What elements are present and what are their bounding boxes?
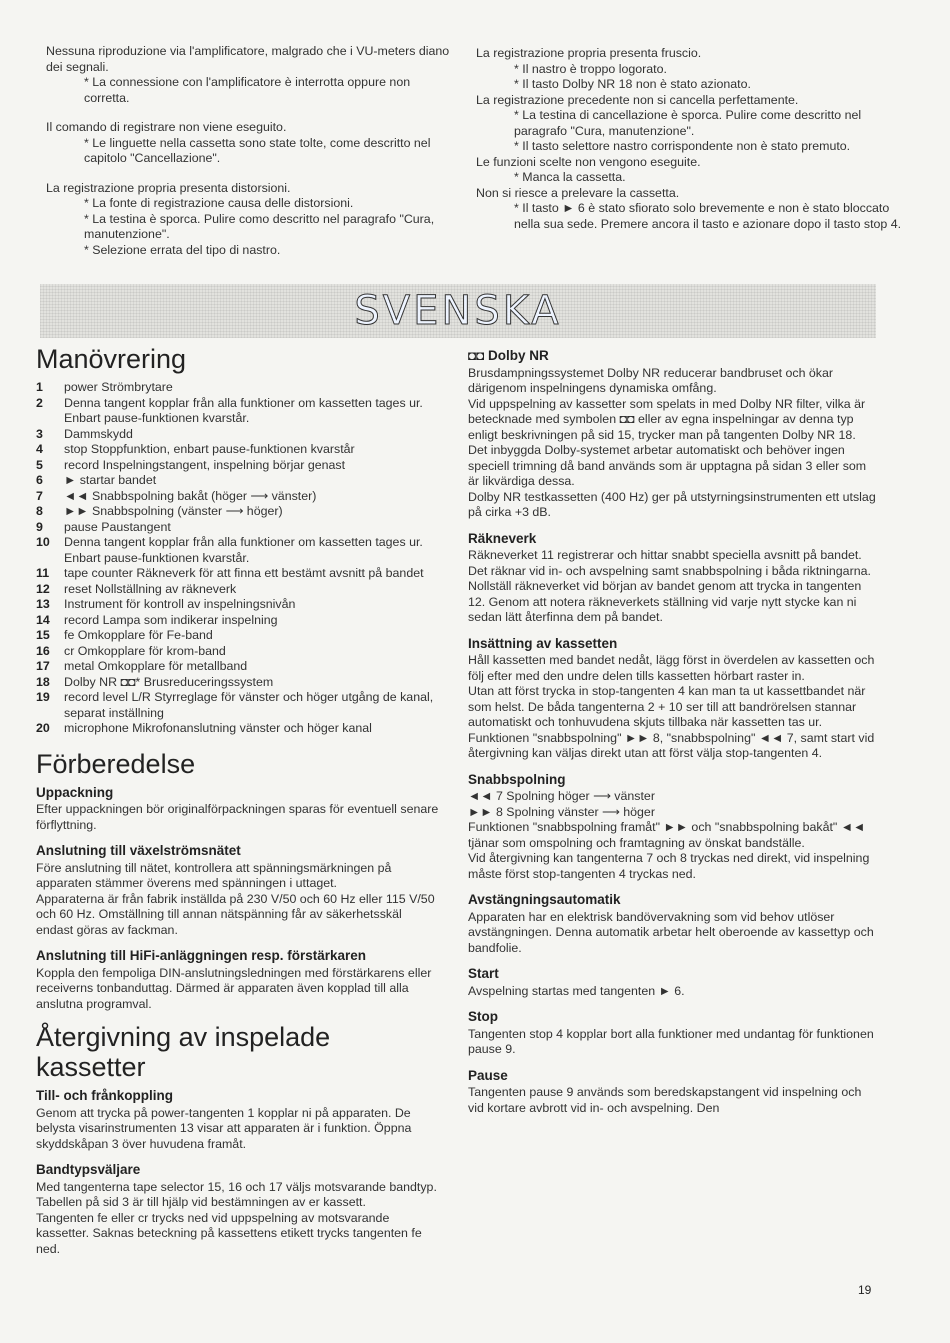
bullet-text: * La testina di cancellazione è sporca. Pulire come descritto nel paragrafo "Cura, manutenzione". (514, 108, 862, 138)
control-number: 3 (36, 426, 43, 441)
control-list (36, 380, 440, 737)
section-paragraph: Koppla den fempoliga DIN-anslutningsledningen med förstärkarens eller receiverns tonbanduttag. Därmed är apparaten även kopplad till alla anslutna programval. (36, 965, 432, 1011)
section (36, 1088, 440, 1152)
control-number: 16 (36, 643, 50, 658)
section-paragraph: Tangenten stop 4 kopplar bort alla funktioner med undantag för funktionen pause 9. (468, 1026, 874, 1056)
control-item (36, 628, 440, 644)
control-description: pause Paustangent (64, 519, 171, 534)
control-number: 1 (36, 380, 43, 394)
section (468, 348, 876, 521)
control-description: reset Nollställning av räkneverk (64, 581, 237, 596)
control-description: microphone Mikrofonanslutning vänster och höger kanal (64, 721, 372, 735)
language-banner (40, 284, 876, 338)
section-paragraph: Efter uppackningen bör originalförpackningen sparas för eventuell senare förflyttning. (36, 802, 439, 832)
section-paragraph: Tangenten pause 9 används som beredskapstangent vid inspelning och vid kortare avbrott vid in- och avspelning. Den (468, 1085, 862, 1115)
swedish-right-column (468, 348, 876, 1126)
control-description: tape counter Räkneverk för att finna ett bestämt avsnitt på bandet (64, 566, 424, 580)
section (468, 1009, 876, 1058)
control-number: 14 (36, 612, 50, 627)
control-description: Denna tangent kopplar från alla funktioner om kassetten tages ur. Enbart pause-funktionen kvarstår. (64, 535, 423, 565)
control-description: ►► Snabbspolning (vänster ⟶ höger) (64, 504, 283, 518)
section (468, 892, 876, 956)
control-description: power Strömbrytare (64, 380, 173, 394)
section-heading: Avstängningsautomatik (468, 892, 621, 907)
control-item (36, 535, 440, 566)
paragraph: La registrazione propria presenta distorsioni. (46, 180, 291, 195)
section-paragraph: Brusdampningssystemet Dolby NR reducerar bandbruset och ökar därigenom inspelningens dynamiska omfång. (468, 365, 834, 395)
section-paragraph: Vid uppspelning av kassetter som spelats in med Dolby NR filter, vilka är betecknade med symbolen ◘◘ eller av egna inspelningar av denna typ enligt beskrivningen på sid 15, trycker man på tangenten Dolby NR 18. Det inbyggda Dolby-systemet arbetar automatiskt och behöver ingen speciell trimning då band används som är upptagna på sidan 3 eller som är likvärdiga dessa. (468, 396, 867, 488)
control-description: ◄◄ Snabbspolning bakåt (höger ⟶ vänster) (64, 488, 317, 503)
section-heading: Start (468, 966, 499, 981)
section-heading: ◘◘ Dolby NR (468, 348, 549, 363)
section-paragraph: Vid återgivning kan tangenterna 7 och 8 tryckas ned direkt, vid inspelning måste först stop-tangenten 4 tryckas ned. (468, 851, 870, 881)
control-number: 7 (36, 488, 43, 503)
paragraph: Le funzioni scelte non vengono eseguite. (476, 154, 701, 169)
paragraph: La registrazione precedente non si cancella perfettamente. (476, 92, 799, 107)
bullet-text: * La testina è sporca. Pulire como descritto nel paragrafo "Cura, manutenzione". (84, 211, 435, 241)
control-number: 13 (36, 597, 50, 611)
section-paragraph: Utan att först trycka in stop-tangenten 4 kan man ta ut kassettbandet när som helst. De båda tangenterna 2 + 10 ser till att bandrörelsen stannar automatiskt och tonhuvudena skjuts tillbaka när kassetten tas ur. (468, 684, 866, 729)
section-paragraph: Håll kassetten med bandet nedåt, lägg först in överdelen av kassetten och följ efter med den undre delen tills kassetten hörbart raster in. (468, 653, 875, 683)
section-paragraph: ◄◄ 7 Spolning höger ⟶ vänster (468, 789, 655, 803)
section (36, 843, 440, 938)
control-item (36, 613, 440, 629)
bullet-text: * Selezione errata del tipo di nastro. (84, 242, 281, 257)
control-item (36, 396, 440, 427)
section (36, 1162, 440, 1257)
section-heading: Uppackning (36, 784, 114, 800)
spacer (46, 167, 450, 181)
control-number: 4 (36, 442, 43, 456)
paragraph: Il comando di registrare non viene eseguito. (46, 120, 287, 134)
section-paragraph: Räkneverket 11 registrerar och hittar snabbt speciella avsnitt på bandet. Det räknar vid in- och avspelning samt snabbspolning i båda riktningarna. (468, 548, 871, 578)
control-item (36, 473, 440, 489)
control-item (36, 597, 440, 613)
control-number: 2 (36, 395, 43, 410)
bullet-text: * Le linguette nella cassetta sono state tolte, come descritto nel capitolo "Cancellazione". (84, 135, 431, 165)
bullet-text: * Il nastro è troppo logorato. (514, 61, 667, 76)
control-description: fe Omkopplare för Fe-band (64, 628, 213, 642)
control-description: ► startar bandet (64, 473, 157, 487)
control-item (36, 489, 440, 505)
section-paragraph: Dolby NR testkassetten (400 Hz) ger på utstyrningsinstrumenten ett utslag på cirka +3 dB. (468, 489, 876, 519)
bullet-text: * Il tasto selettore nastro corrispondente non è stato premuto. (514, 139, 851, 153)
section (468, 966, 876, 999)
control-description: Denna tangent kopplar från alla funktioner om kassetten tages ur. Enbart pause-funktionen kvarstår. (64, 395, 423, 425)
section (36, 948, 440, 1012)
atergivning-title: Återgivning av inspelade kassetter (36, 1022, 331, 1082)
control-description: record level L/R Styrreglage för vänster och höger utgång de kanal, separat inställning (64, 690, 434, 720)
control-number: 18 (36, 674, 50, 689)
section-paragraph: Före anslutning till nätet, kontrollera att spänningsmärkningen på apparaten stämmer överens med spänningen i uttaget. (36, 860, 392, 890)
control-item (36, 675, 440, 691)
control-number: 19 (36, 690, 50, 704)
section-paragraph: Nollställ räkneverket vid början av bandet genom att trycka in tangenten 12. Genom att notera räkneverkets ställning vid varje nytt stycke kan ni sedan lätt återfinna dem på bandet. (468, 579, 862, 624)
italian-right-column (476, 46, 912, 232)
control-description: cr Omkopplare för krom-band (64, 643, 226, 658)
forberedelse-title: Förberedelse (36, 748, 196, 779)
section (468, 1068, 876, 1117)
control-number: 15 (36, 628, 50, 642)
page-number: 19 (858, 1283, 872, 1297)
section (36, 785, 440, 834)
spacer (46, 106, 450, 120)
control-number: 11 (36, 566, 50, 580)
paragraph: Nessuna riproduzione via l'amplificatore, malgrado che i VU-meters diano dei segnali. (46, 44, 450, 74)
control-item (36, 659, 440, 675)
control-description: metal Omkopplare för metallband (64, 659, 248, 673)
control-description: record Lampa som indikerar inspelning (64, 612, 278, 627)
section-heading: Pause (468, 1067, 508, 1083)
control-item (36, 690, 440, 721)
swedish-left-column (36, 344, 440, 1267)
section-paragraph: Genom att trycka på power-tangenten 1 kopplar ni på apparaten. De belysta visarinstrumenten 13 visar att apparaten är i funktion. Öppna skyddskåpan 3 över huvudena framåt. (36, 1105, 412, 1151)
forberedelse-sections (36, 785, 440, 1013)
control-item (36, 442, 440, 458)
control-number: 17 (36, 659, 50, 673)
section-heading: Insättning av kassetten (468, 635, 618, 651)
control-number: 8 (36, 504, 43, 518)
control-description: Dolby NR ◘◘* Brusreduceringssystem (64, 674, 274, 689)
section-heading: Anslutning till växelströmsnätet (36, 843, 241, 858)
manovrering-title: Manövrering (36, 344, 187, 374)
bullet-text: * Il tasto ► 6 è stato sfiorato solo brevemente e non è stato bloccato nella sua sede. Premere ancora il tasto e azionare dopo il tasto stop 4. (514, 201, 902, 231)
banner-title: SVENSKA (354, 288, 562, 334)
section-heading: Snabbspolning (468, 771, 566, 787)
atergivning-sections (36, 1088, 440, 1257)
section (468, 772, 876, 883)
section-heading: Till- och frånkoppling (36, 1088, 173, 1103)
section-paragraph: Apparaterna är från fabrik inställda på 230 V/50 och 60 Hz eller 115 V/50 och 60 Hz. Omställning till annan nätspänning får av säkerhetsskäl endast göras av fackman. (36, 891, 435, 937)
section-paragraph: Funktionen "snabbspolning" ►► 8, "snabbspolning" ◄◄ 7, samt start vid återgivning kan väljas direkt utan att först välja stop-tangenten 4. (468, 730, 875, 760)
section-heading: Anslutning till HiFi-anläggningen resp. förstärkaren (36, 948, 367, 963)
control-number: 6 (36, 473, 43, 487)
paragraph: Non si riesce a prelevare la cassetta. (476, 185, 680, 200)
section (468, 531, 876, 626)
control-number: 10 (36, 535, 50, 549)
section-heading: Stop (468, 1009, 498, 1024)
bullet-text: * La connessione con l'amplificatore è interrotta oppure non corretta. (84, 75, 411, 105)
bullet-text: * Manca la cassetta. (514, 170, 626, 184)
control-item (36, 520, 440, 536)
italian-left-column (46, 44, 450, 258)
control-item (36, 566, 440, 582)
control-number: 12 (36, 581, 50, 596)
control-item (36, 504, 440, 520)
section-heading: Bandtypsväljare (36, 1162, 141, 1177)
section-paragraph: Funktionen "snabbspolning framåt" ►► och "snabbspolning bakåt" ◄◄ tjänar som omspolning och framtagning av önskat bandställe. (468, 820, 866, 850)
section-paragraph: ►► 8 Spolning vänster ⟶ höger (468, 804, 655, 819)
bullet-text: * La fonte di registrazione causa delle distorsioni. (84, 196, 354, 210)
paragraph: La registrazione propria presenta fruscio. (476, 46, 702, 60)
section-paragraph: Tangenten fe eller cr trycks ned vid uppspelning av motsvarande kassetter. Saknas beteckning på kassettens etikett trycks tangenten fe ned. (36, 1210, 422, 1256)
section-paragraph: Avspelning startas med tangenten ► 6. (468, 983, 685, 998)
bullet-text: * Il tasto Dolby NR 18 non è stato azionato. (514, 77, 751, 91)
control-item (36, 427, 440, 443)
control-description: Instrument för kontroll av inspelningsnivån (64, 597, 296, 611)
control-item (36, 721, 440, 737)
section-paragraph: Med tangenterna tape selector 15, 16 och 17 väljs motsvarande bandtyp. Tabellen på sid 3 är till hjälp vid bestämningen av er kassett. (36, 1179, 437, 1209)
control-number: 5 (36, 457, 43, 472)
control-item (36, 380, 440, 396)
control-item (36, 644, 440, 660)
section (468, 636, 876, 762)
control-number: 9 (36, 519, 43, 534)
section-paragraph: Apparaten har en elektrisk bandövervakning som vid behov utlöser avstängningen. Denna automatik arbetar helt oberoende av kassettyp och bandfolie. (468, 909, 874, 955)
control-description: record Inspelningstangent, inspelning börjar genast (64, 457, 346, 472)
control-description: stop Stoppfunktion, enbart pause-funktionen kvarstår (64, 442, 355, 456)
control-description: Dammskydd (64, 426, 133, 441)
section-heading: Räkneverk (468, 530, 537, 546)
control-item (36, 458, 440, 474)
control-number: 20 (36, 721, 50, 735)
control-item (36, 582, 440, 598)
